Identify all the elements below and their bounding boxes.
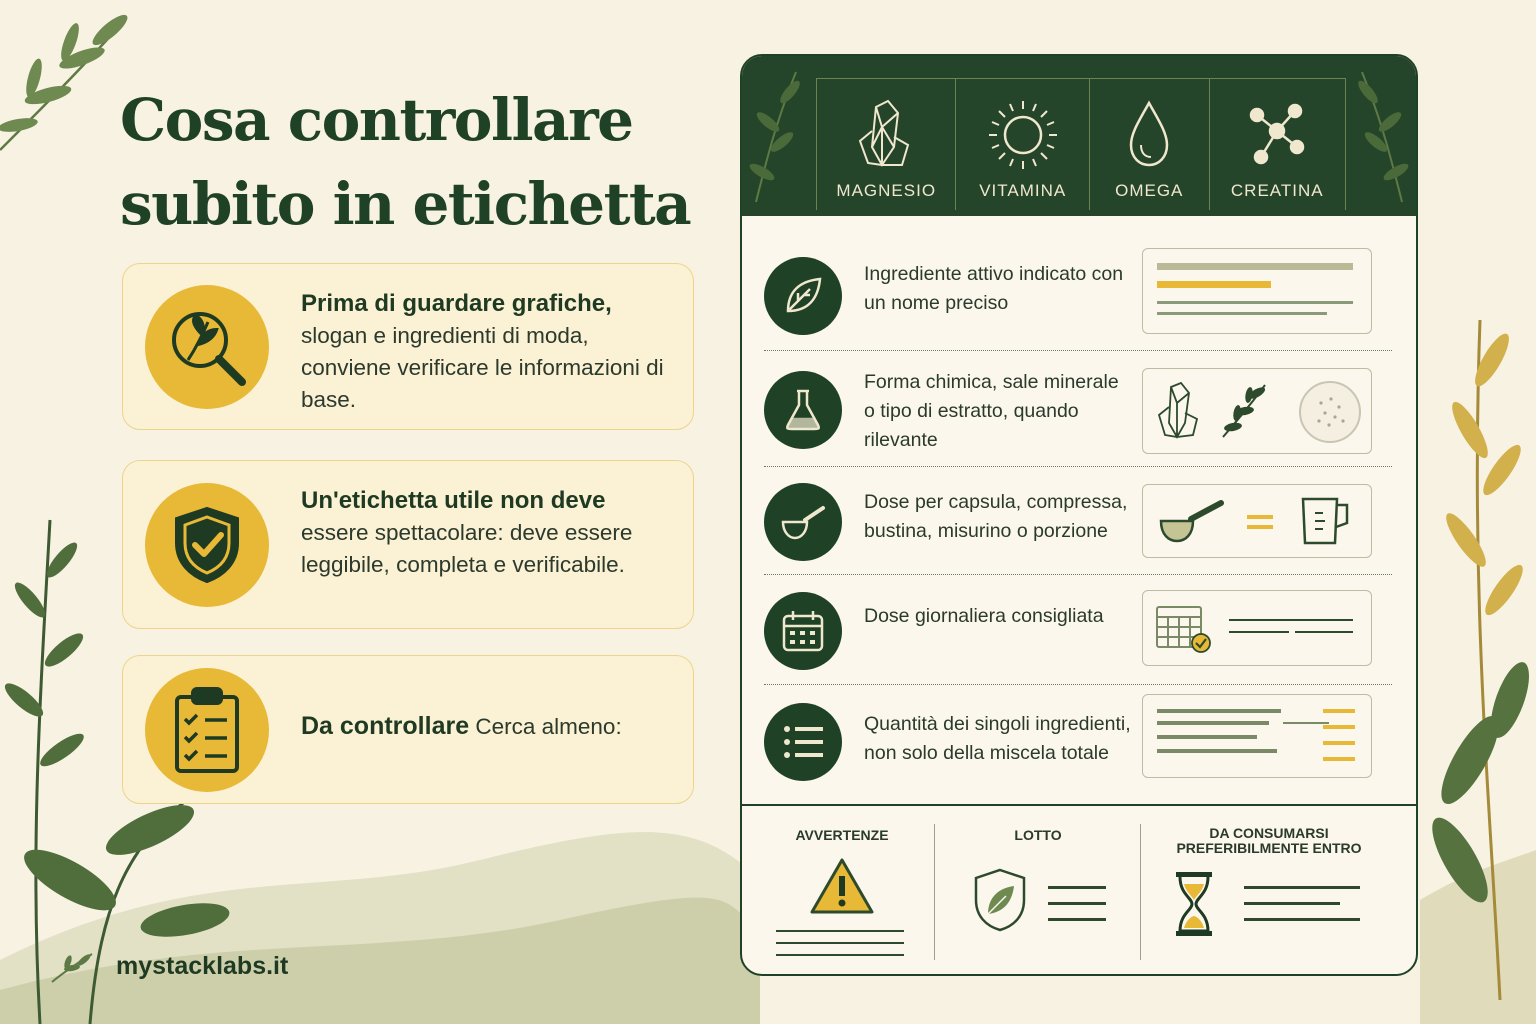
tab-label: OMEGA (1115, 181, 1184, 200)
tab-vitamina[interactable] (956, 79, 1090, 210)
brand-text: mystacklabs.it (116, 952, 289, 980)
footer-divider (934, 824, 935, 960)
info-card-intro (122, 263, 694, 430)
info-card-quality (122, 460, 694, 629)
header-leaves-left (746, 62, 816, 212)
tab-omega[interactable] (1090, 79, 1210, 210)
row-text: Dose per capsula, compressa, bustina, misurino o porzione (864, 491, 1128, 542)
card-text: essere spettacolare: deve essere leggibile, completa e verificabile. (301, 520, 633, 577)
brand-link[interactable] (116, 952, 288, 981)
card-text: slogan e ingredienti di moda, conviene verificare le informazioni di base. (301, 323, 664, 412)
tab-label: VITAMINA (979, 181, 1067, 200)
supplement-tabs (816, 78, 1346, 210)
card-text: Cerca almeno: (475, 714, 622, 739)
label-footer (742, 804, 1416, 976)
tab-creatina[interactable] (1210, 79, 1345, 210)
warning-icon (808, 856, 876, 916)
info-card-checklist (122, 655, 694, 804)
footer-label: LOTTO (1014, 827, 1062, 843)
ingredient-label-sample (1142, 248, 1372, 334)
row-text: Dose giornaliera consigliata (864, 605, 1104, 627)
flask-icon (764, 371, 842, 449)
scoop-icon (764, 483, 842, 561)
row-separator (764, 466, 1392, 467)
footer-label: AVVERTENZE (795, 827, 889, 843)
check-row-chemical-form (764, 354, 1392, 466)
batch-shield-icon (970, 866, 1030, 934)
tab-magnesio[interactable] (817, 79, 956, 210)
crystal-icon (846, 97, 926, 173)
shield-check-icon (145, 483, 269, 607)
check-row-quantities (764, 688, 1392, 796)
card-bold-text: Un'etichetta utile non deve (301, 487, 606, 514)
row-separator (764, 684, 1392, 685)
list-icon (764, 703, 842, 781)
card-bold-text: Da controllare (301, 712, 470, 740)
molecule-icon (1237, 97, 1317, 173)
magnifier-leaf-icon (145, 285, 269, 409)
ingredient-quantities-sample (1142, 694, 1372, 778)
footer-divider (1140, 824, 1141, 960)
footer-expiry (1154, 806, 1384, 976)
forms-sample (1142, 368, 1372, 454)
measuring-scoop-icon (1157, 497, 1227, 547)
crystal-icon (1153, 381, 1203, 441)
daily-schedule-sample (1142, 590, 1372, 666)
equals-icon (1245, 512, 1275, 532)
tab-label: CREATINA (1230, 181, 1324, 200)
footer-batch (938, 806, 1138, 976)
footer-label: DA CONSUMARSI PREFERIBILMENTE ENTRO (1176, 825, 1362, 856)
leaf-sprig-icon (50, 952, 94, 984)
leaf-icon (764, 257, 842, 335)
tab-label: MAGNESIO (836, 181, 937, 200)
page-title: Cosa controllare subito in etichetta (120, 86, 691, 238)
header-leaves-right (1342, 62, 1412, 212)
check-row-daily-dose (764, 578, 1392, 684)
row-separator (764, 350, 1392, 351)
card-bold-text: Prima di guardare grafiche, (301, 290, 612, 317)
hourglass-icon (1172, 870, 1216, 938)
panel-header (742, 56, 1416, 216)
footer-warnings (764, 806, 920, 976)
clipboard-checklist-icon (145, 668, 269, 792)
sprig-icon (1219, 381, 1269, 441)
label-panel (740, 54, 1418, 976)
drop-icon (1109, 97, 1189, 173)
check-row-dose-unit (764, 470, 1392, 574)
powder-tablet-icon (1297, 379, 1363, 445)
check-row-ingredient (764, 242, 1392, 350)
row-text: Ingrediente attivo indicato con un nome preciso (864, 263, 1124, 314)
row-separator (764, 574, 1392, 575)
measuring-cup-icon (1295, 493, 1355, 549)
calendar-check-icon (1155, 603, 1215, 657)
calendar-icon (764, 592, 842, 670)
dose-equivalence-sample (1142, 484, 1372, 558)
row-text: Quantità dei singoli ingredienti, non solo della miscela totale (864, 713, 1131, 764)
sun-icon (983, 97, 1063, 173)
row-text: Forma chimica, sale minerale o tipo di estratto, quando rilevante (864, 371, 1119, 451)
